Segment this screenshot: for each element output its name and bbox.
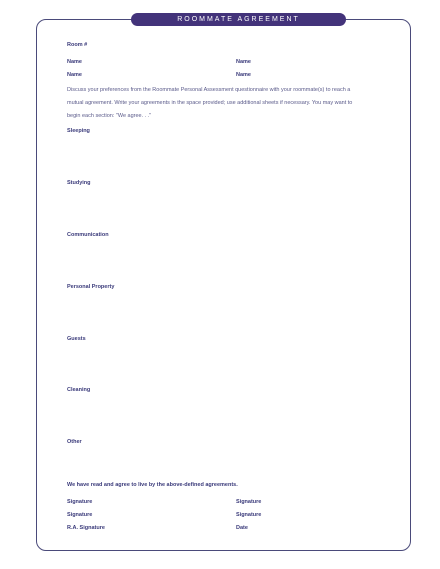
ra-signature-label: R.A. Signature: [67, 525, 105, 531]
section-heading-communication: Communication: [67, 232, 109, 238]
room-number-label: Room #: [67, 42, 88, 48]
signature-label-right-1: Signature: [236, 499, 262, 505]
closing-statement: We have read and agree to live by the above-defined agreements.: [67, 482, 238, 488]
date-label: Date: [236, 525, 248, 531]
section-heading-sleeping: Sleeping: [67, 128, 90, 134]
signature-label-left-1: Signature: [67, 499, 93, 505]
section-heading-guests: Guests: [67, 336, 86, 342]
signature-label-right-2: Signature: [236, 512, 262, 518]
name-label-right-1: Name: [236, 59, 251, 65]
section-heading-other: Other: [67, 439, 82, 445]
instructions-paragraph: Discuss your preferences from the Roommate Personal Assessment questionnaire with your roommate(s) to reach a mutual agreement. Write your agreements in the space provided; use additional sheets if necessary. You may want to begin each section: "We agree. . .": [67, 87, 353, 119]
section-heading-personal-property: Personal Property: [67, 284, 115, 290]
name-label-left-2: Name: [67, 72, 82, 78]
signature-label-left-2: Signature: [67, 512, 93, 518]
name-label-right-2: Name: [236, 72, 251, 78]
document-title: ROOMMATE AGREEMENT: [131, 13, 346, 26]
section-heading-cleaning: Cleaning: [67, 387, 91, 393]
section-heading-studying: Studying: [67, 180, 91, 186]
name-label-left-1: Name: [67, 59, 82, 65]
